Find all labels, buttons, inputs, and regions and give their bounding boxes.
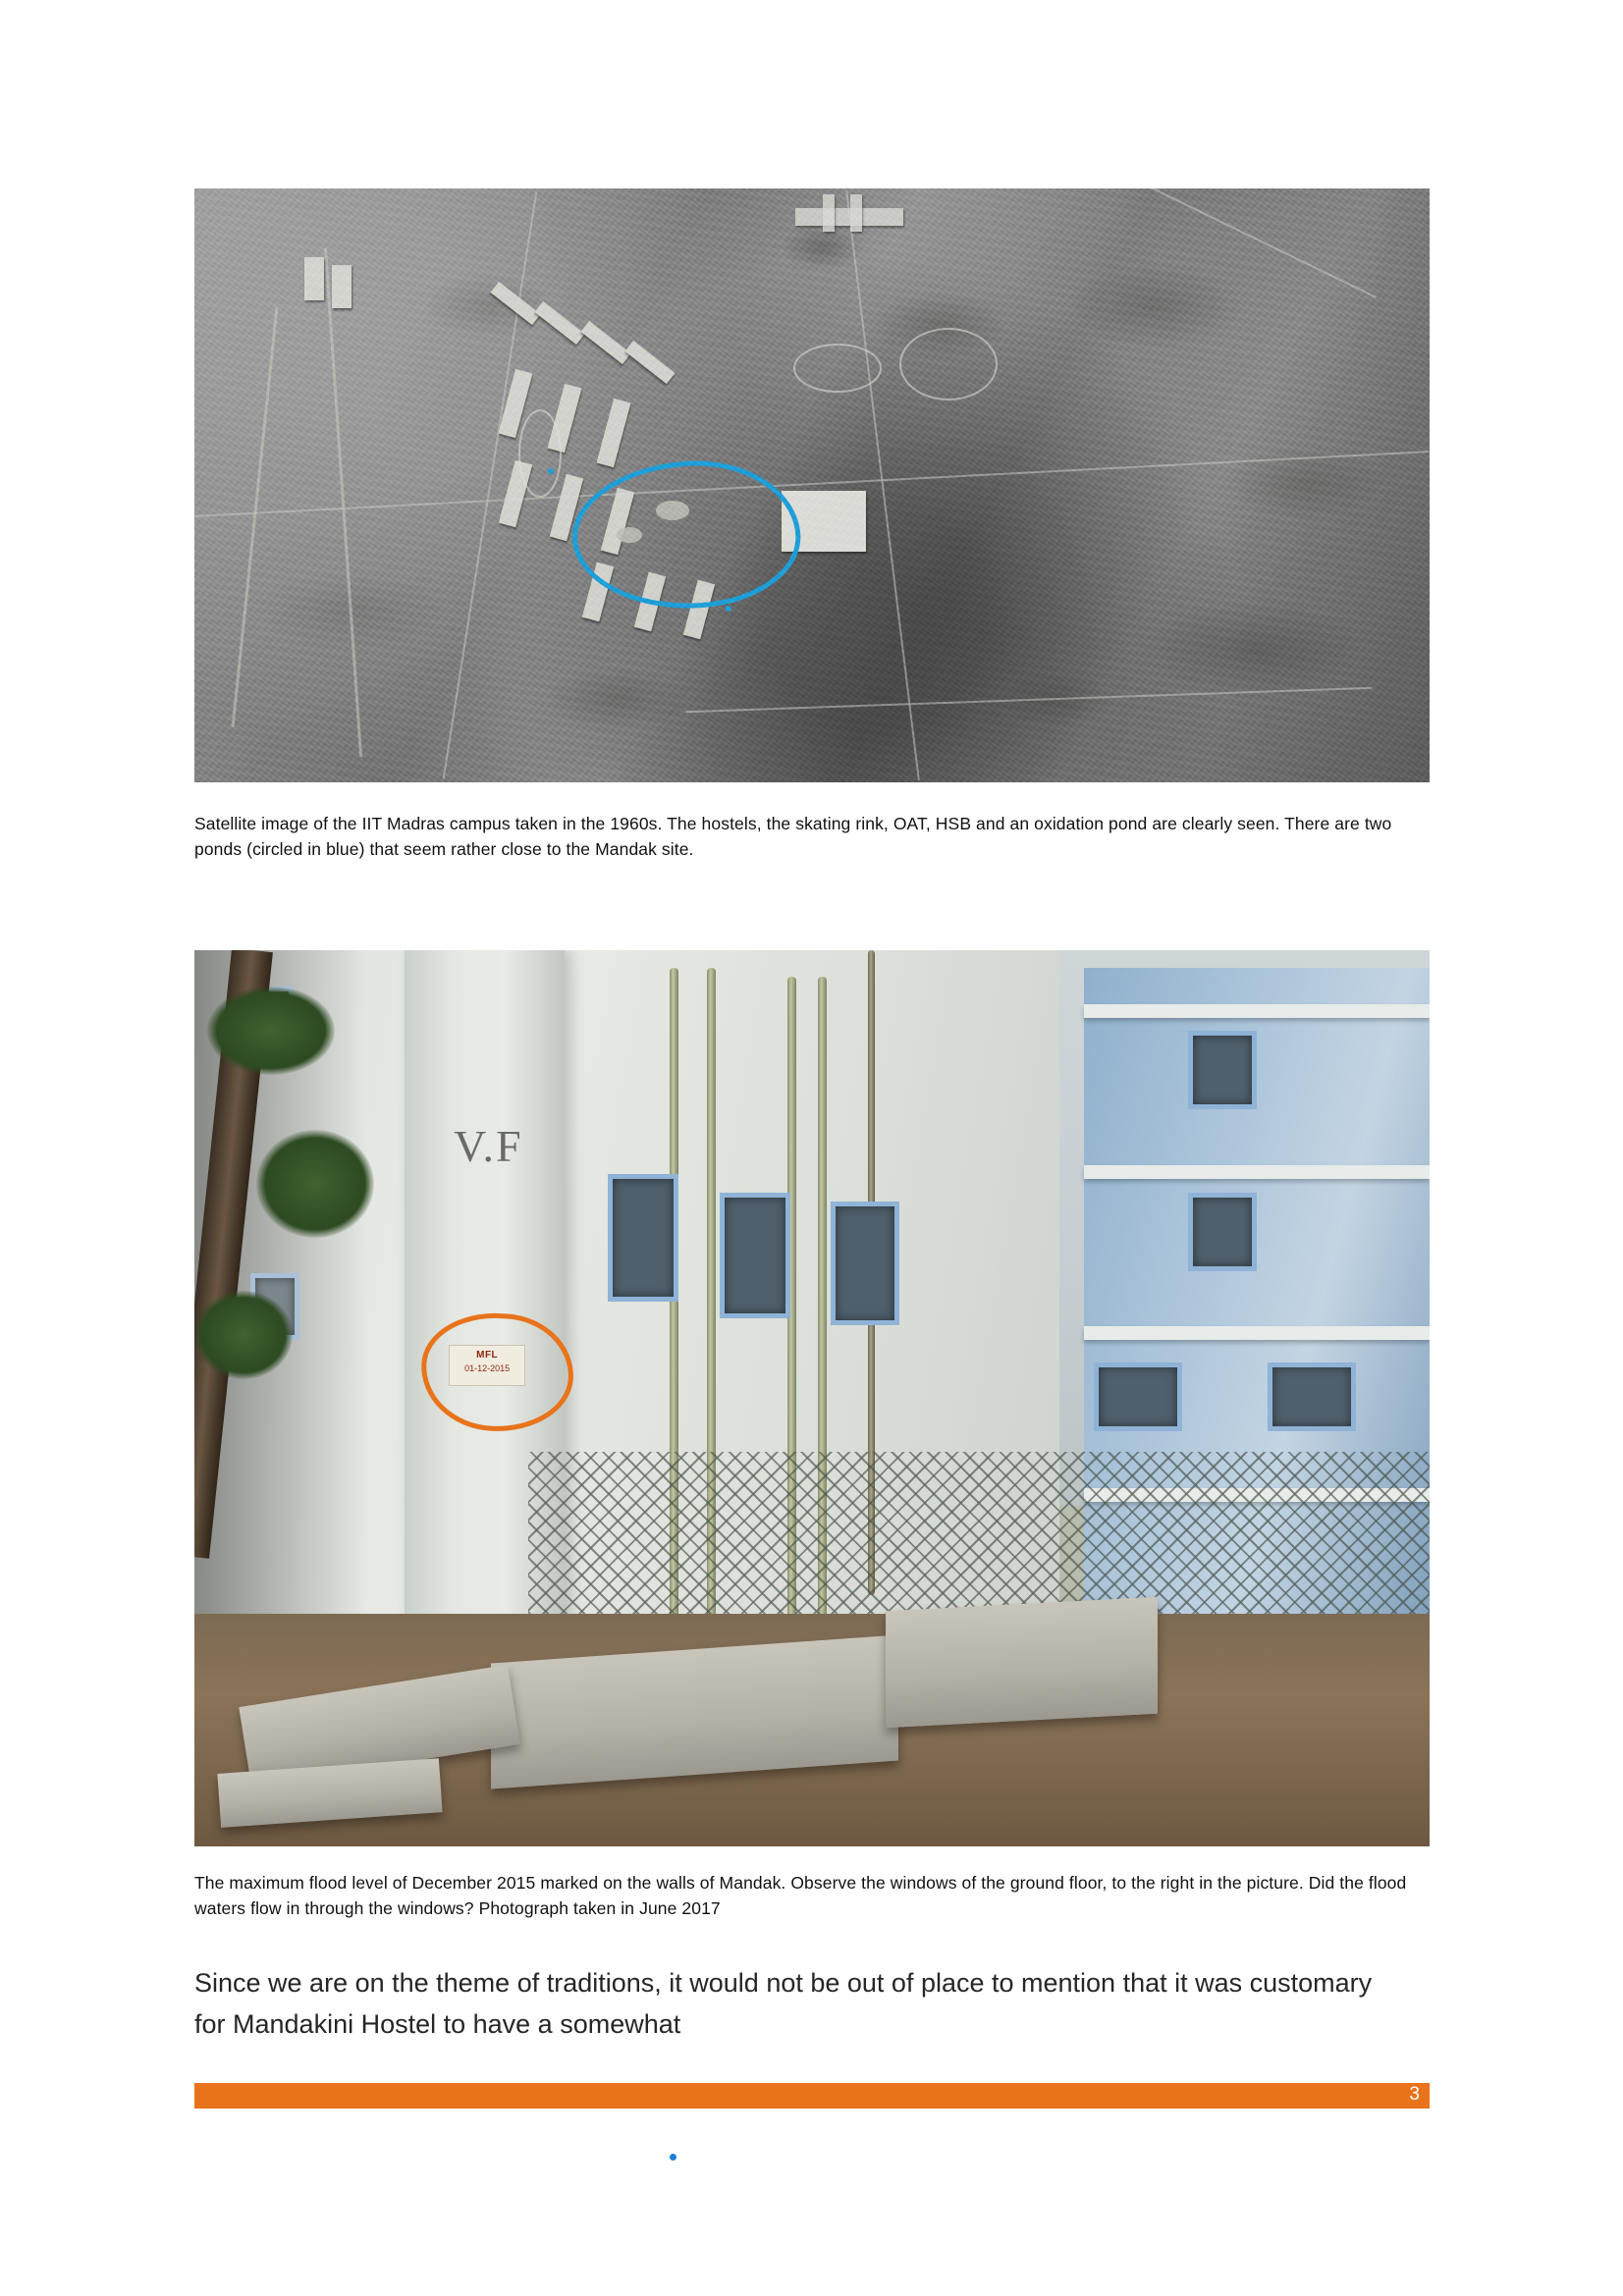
building-window [1094, 1362, 1182, 1431]
footer-bullet-dot [670, 2154, 676, 2161]
building-window [1268, 1362, 1356, 1431]
mfl-date: 01-12-2015 [464, 1363, 511, 1374]
building-window [1188, 1193, 1257, 1271]
balcony-slab [1084, 1326, 1430, 1340]
flood-level-photo-figure [194, 950, 1430, 1846]
wall-graffiti-text: V.F [454, 1121, 523, 1172]
satellite-image-figure [194, 188, 1430, 782]
ground-floor-window [831, 1201, 899, 1325]
ground-floor-window [720, 1193, 790, 1318]
ground-floor-window [608, 1174, 678, 1302]
body-paragraph: Since we are on the theme of traditions, it would not be out of place to mention that it was customary for Mandakini Hostel to have a somewhat [194, 1968, 1373, 2039]
foliage [256, 1130, 374, 1238]
foliage [207, 987, 335, 1075]
balcony-slab [1084, 1004, 1430, 1018]
concrete-slab [886, 1597, 1158, 1728]
footer-bar [194, 2083, 1430, 2109]
balcony-slab [1084, 1165, 1430, 1179]
mfl-label: MFL [476, 1349, 499, 1361]
page-number: 3 [1409, 2084, 1420, 2105]
satellite-grain [194, 188, 1430, 782]
figure1-caption: Satellite image of the IIT Madras campus taken in the 1960s. The hostels, the skating rink, OAT, HSB and an oxidation pond are clearly seen. There are two ponds (circled in blue) that seem rather close to the Mandak site. [194, 814, 1392, 860]
foliage [194, 1291, 293, 1379]
figure2-caption: The maximum flood level of December 2015 marked on the walls of Mandak. Observe the windows of the ground floor, to the right in the picture. Did the flood waters flow in through the windows? Photograph taken in June 2017 [194, 1873, 1407, 1919]
building-window [1188, 1031, 1257, 1109]
